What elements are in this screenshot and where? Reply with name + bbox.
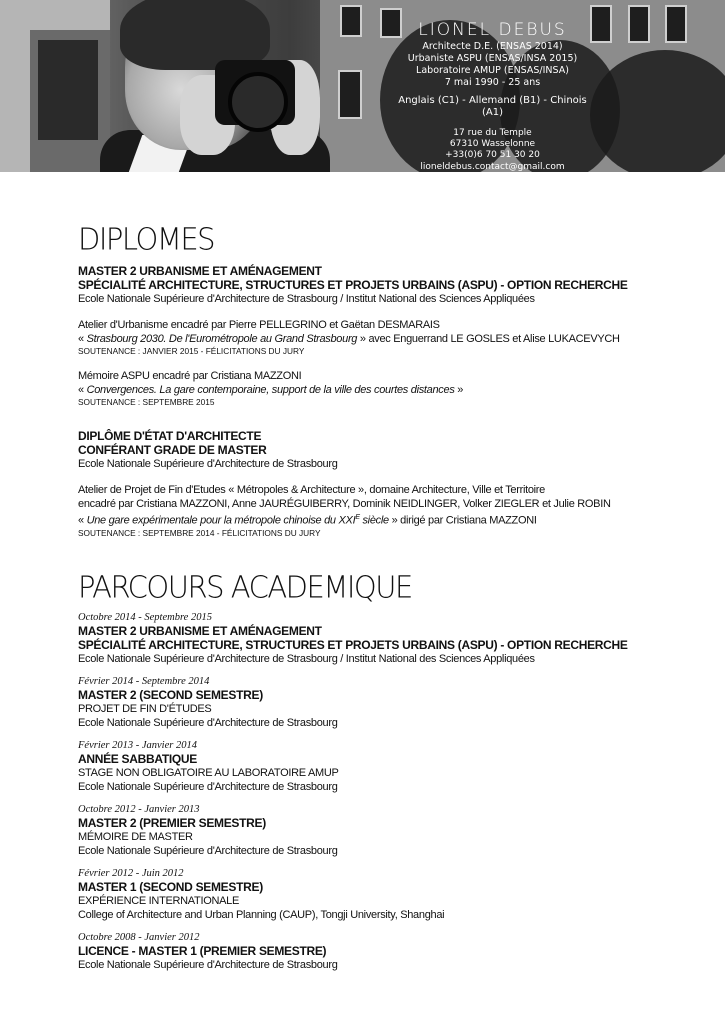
parcours-item	[78, 932, 698, 972]
diploma-title: DIPLÔME D'ÉTAT D'ARCHITECTE	[78, 429, 262, 443]
pfe-line: encadré par Cristiana MAZZONI, Anne JAURÉGUIBERRY, Dominik NEIDLINGER, Volker ZIEGLER et Julie ROBIN	[78, 498, 611, 510]
parcours-list	[78, 612, 698, 972]
atelier-project	[78, 332, 698, 346]
header-line: Laboratoire AMUP (ENSAS/INSA)	[416, 65, 569, 76]
parcours-subtitle: EXPÉRIENCE INTERNATIONALE	[78, 895, 239, 907]
superscript: E	[355, 514, 360, 521]
parcours-title: MASTER 2 (SECOND SEMESTRE)	[78, 688, 263, 702]
diploma-school: Ecole Nationale Supérieure d'Architecture de Strasbourg / Institut National des Sciences Appliquées	[78, 293, 535, 305]
header-line: Architecte D.E. (ENSAS 2014)	[422, 41, 563, 53]
parcours-school: Ecole Nationale Supérieure d'Architecture de Strasbourg	[78, 781, 338, 793]
parcours-title: SPÉCIALITÉ ARCHITECTURE, STRUCTURES ET PROJETS URBAINS (ASPU) - OPTION RECHERCHE	[78, 638, 628, 652]
person-name: LIONEL DEBUS	[418, 20, 567, 40]
project-title: Strasbourg 2030. De l'Eurométropole au Grand Strasbourg	[86, 333, 358, 345]
identity-block	[395, 20, 590, 172]
section-title-parcours: PARCOURS ACADEMIQUE	[78, 569, 412, 605]
parcours-title: MASTER 2 (PREMIER SEMESTRE)	[78, 816, 266, 830]
memoire-title-line	[78, 383, 698, 397]
header-line: Urbaniste ASPU (ENSAS/INSA 2015)	[407, 53, 578, 65]
parcours-item	[78, 612, 698, 666]
diploma-title: MASTER 2 URBANISME ET AMÉNAGEMENT	[78, 264, 322, 278]
period: Octobre 2014 - Septembre 2015	[78, 612, 212, 623]
parcours-title: MASTER 1 (SECOND SEMESTRE)	[78, 880, 263, 894]
diploma-master	[78, 264, 698, 408]
parcours-school: Ecole Nationale Supérieure d'Architecture de Strasbourg	[78, 845, 338, 857]
quote: «	[78, 384, 87, 396]
soutenance: SOUTENANCE : SEPTEMBRE 2014 - FÉLICITATIONS DU JURY	[78, 527, 321, 538]
period: Octobre 2008 - Janvier 2012	[78, 932, 200, 943]
parcours-title: ANNÉE SABBATIQUE	[78, 752, 197, 766]
languages: Anglais (C1) - Allemand (B1) - Chinois (A1)	[398, 94, 587, 119]
parcours-school: College of Architecture and Urban Planning (CAUP), Tongji University, Shanghai	[78, 909, 445, 921]
period: Février 2012 - Juin 2012	[78, 868, 184, 879]
diploma-title: CONFÉRANT GRADE DE MASTER	[78, 443, 267, 457]
quote: «	[78, 514, 87, 527]
address-line: 67310 Wasselonne	[449, 139, 536, 149]
period: Octobre 2012 - Janvier 2013	[78, 804, 200, 815]
section-title-diplomes: DIPLOMES	[78, 221, 215, 257]
pfe-project	[78, 511, 698, 528]
email-link[interactable]: lioneldebus.contact@gmail.com	[420, 161, 565, 172]
parcours-title: MASTER 2 URBANISME ET AMÉNAGEMENT	[78, 624, 322, 638]
phone: +33(0)6 70 51 30 20	[445, 150, 540, 161]
parcours-school: Ecole Nationale Supérieure d'Architecture de Strasbourg	[78, 959, 338, 971]
project-title-end: siècle	[359, 514, 389, 527]
parcours-item	[78, 868, 698, 922]
quote: «	[78, 333, 87, 345]
parcours-item	[78, 740, 698, 794]
project-title: Une gare expérimentale pour la métropole chinoise du XXI	[86, 514, 356, 527]
header-photo	[0, 0, 725, 172]
parcours-school: Ecole Nationale Supérieure d'Architecture de Strasbourg / Institut National des Sciences Appliquées	[78, 653, 535, 665]
parcours-item	[78, 804, 698, 858]
address-line: 17 rue du Temple	[453, 127, 532, 138]
parcours-school: Ecole Nationale Supérieure d'Architecture de Strasbourg	[78, 717, 338, 729]
header-line: 7 mai 1990 - 25 ans	[444, 76, 541, 88]
soutenance: SOUTENANCE : SEPTEMBRE 2015	[78, 397, 215, 407]
diploma-dea	[78, 429, 698, 539]
period: Février 2014 - Septembre 2014	[78, 676, 210, 687]
period: Février 2013 - Janvier 2014	[78, 740, 197, 751]
diploma-school: Ecole Nationale Supérieure d'Architecture de Strasbourg	[78, 458, 338, 470]
soutenance: SOUTENANCE : JANVIER 2015 - FÉLICITATIONS DU JURY	[78, 346, 305, 356]
parcours-title: LICENCE - MASTER 1 (PREMIER SEMESTRE)	[78, 944, 327, 958]
project-director: » dirigé par Cristiana MAZZONI	[388, 514, 537, 527]
cv-content	[78, 221, 698, 971]
parcours-item	[78, 676, 698, 730]
memoire-title: Convergences. La gare contemporaine, support de la ville des courtes distances	[86, 384, 455, 396]
parcours-subtitle: MÉMOIRE DE MASTER	[78, 831, 193, 843]
quote: »	[454, 384, 464, 396]
pfe-line: Atelier de Projet de Fin d'Etudes « Métropoles & Architecture », domaine Architecture, Ville et Territoire	[78, 484, 545, 496]
atelier-line: Atelier d'Urbanisme encadré par Pierre PELLEGRINO et Gaëtan DESMARAIS	[78, 319, 440, 331]
parcours-subtitle: STAGE NON OBLIGATOIRE AU LABORATOIRE AMUP	[78, 767, 339, 779]
diploma-title: SPÉCIALITÉ ARCHITECTURE, STRUCTURES ET PROJETS URBAINS (ASPU) - OPTION RECHERCHE	[78, 278, 628, 292]
memoire-line: Mémoire ASPU encadré par Cristiana MAZZONI	[78, 370, 302, 382]
parcours-subtitle: PROJET DE FIN D'ÉTUDES	[78, 703, 212, 715]
project-collaborators: » avec Enguerrand LE GOSLES et Alise LUKACEVYCH	[357, 333, 620, 345]
